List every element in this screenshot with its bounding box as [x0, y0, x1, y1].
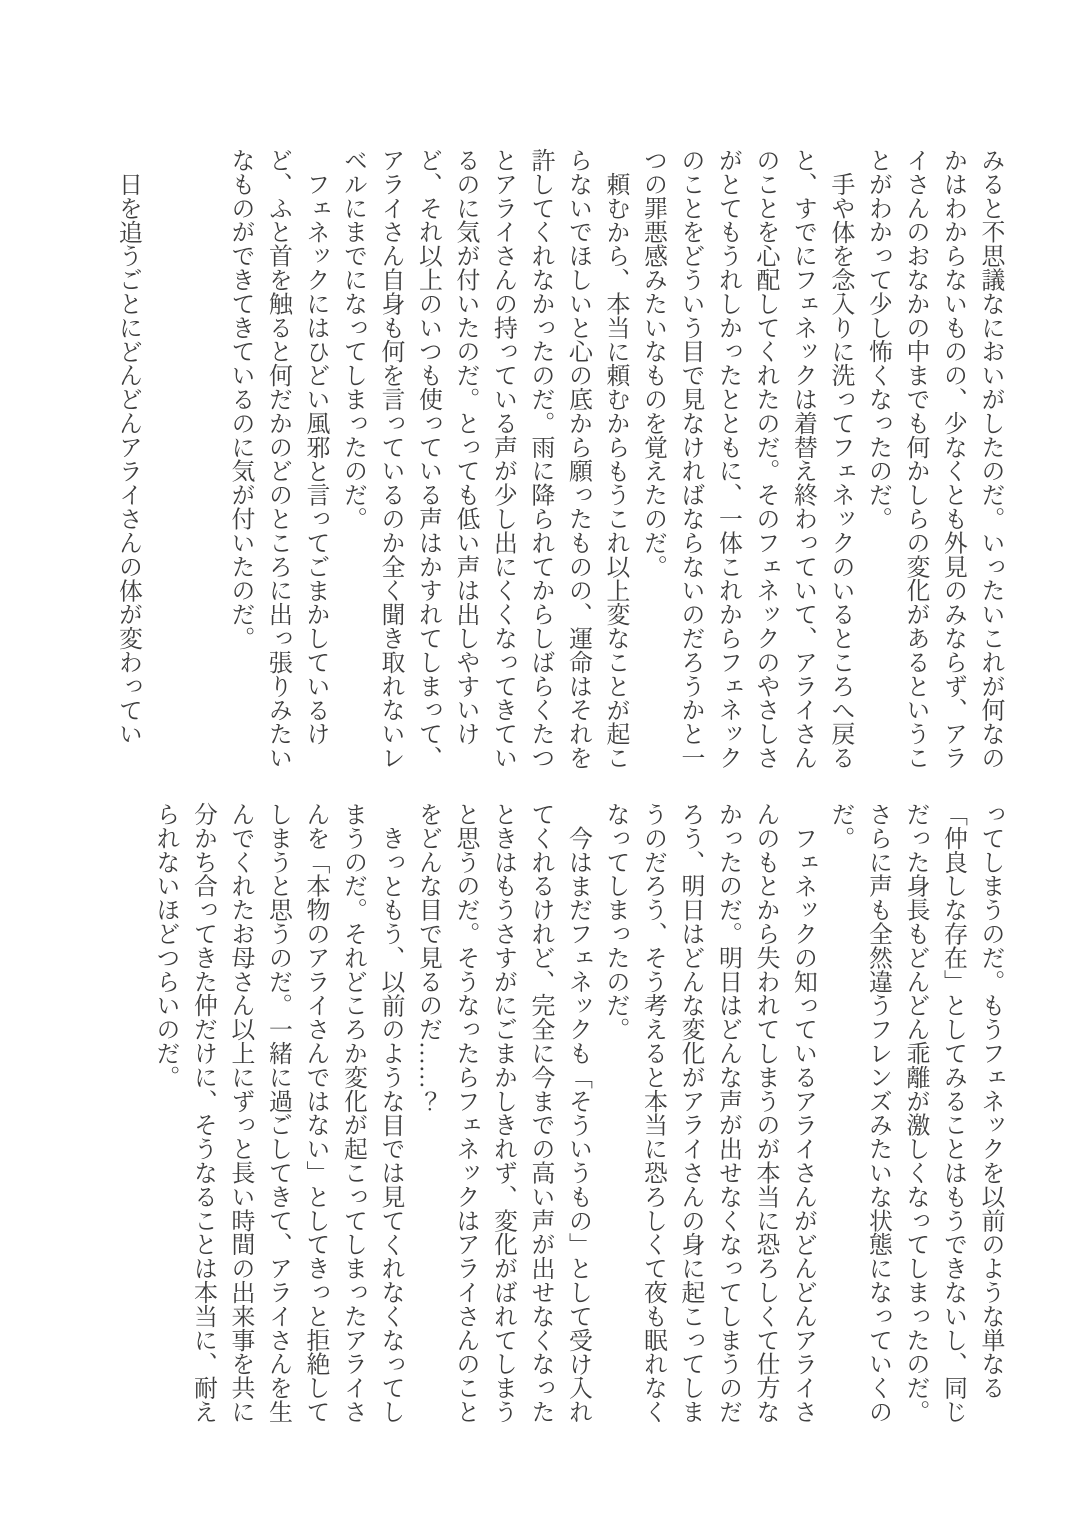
text-band-top — [108, 148, 1008, 770]
paragraph: フェネックの知っているアライさんがどんどんアライさんのもとから失われてしまうのが本当に恐ろしくて仕方なかったのだ。明日はどんな声が出せなくなってしまうのだろう、明日はどんな変化がアライさんの身に起こってしまうのだろう、そう考えると本当に恐ろしくて夜も眠れなくなってしまったのだ。 — [602, 802, 816, 1424]
paragraph: 手や体を念入りに洗ってフェネックのいるところへ戻ると、すでにフェネックは着替え終わっていて、アライさんのことを心配してくれたのだ。そのフェネックのやさしさがとてもうれしかったとともに、一体これからフェネックのことをどういう目で見なければならないのだろうかと一つの罪悪感みたいなものを覚えたのだ。 — [639, 148, 853, 770]
paragraph: 頼むから、本当に頼むからもうこれ以上変なことが起こらないでほしいと心の底から願ったものの、運命はそれを許してくれなかったのだ。雨に降られてからしばらくたつとアライさんの持っている声が少し出にくくなってきているのに気が付いたのだ。とっても低い声は出しやすいけど、それ以上のいつも使っている声はかすれてしまって、アライさん自身も何を言っているのか全く聞き取れないレベルにまでになってしまったのだ。 — [339, 148, 628, 770]
paragraph: 今はまだフェネックも「そういうもの」として受け入れてくれるけれど、完全に今までの高い声が出せなくなったときはもうさすがにごまかしきれず、変化がばれてしまうと思うのだ。そうなったらフェネックはアライさんのことをどんな目で見るのだ……？ — [414, 802, 591, 1424]
paragraph: 日を追うごとにどんどんアライさんの体が変わってい — [114, 171, 141, 746]
text-band-bottom — [146, 802, 1009, 1424]
paragraph: フェネックにはひどい風邪と言ってごまかしているけど、ふと首を触ると何だかのどのところに出っ張りみたいなものができてきているのに気が付いたのだ。 — [227, 148, 328, 770]
paragraph: みると不思議なにおいがしたのだ。いったいこれが何なのかはわからないものの、少なくとも外見のみならず、アライさんのおなかの中までも何かしらの変化があるということがわかって少し怖くなったのだ。 — [864, 148, 1003, 770]
paragraph: きっともう、以前のような目では見てくれなくなってしまうのだ。それどころか変化が起こってしまったアライさんを「本物のアライさんではない」としてきっと拒絶してしまうと思うのだ。一緒に過ごしてきて、アライさんを生んでくれたお母さん以上にずっと長い時間の出来事を共に分かち合ってきた仲だけに、そうなることは本当に、耐えられないほどつらいのだ。 — [152, 802, 403, 1424]
paragraph: ってしまうのだ。もうフェネックを以前のような単なる「仲良しな存在」としてみることはもうできないし、同じだった身長もどんどん乖離が激しくなってしまったのだ。さらに声も全然違うフレンズみたいな状態になっていくのだ。 — [827, 802, 1003, 1424]
